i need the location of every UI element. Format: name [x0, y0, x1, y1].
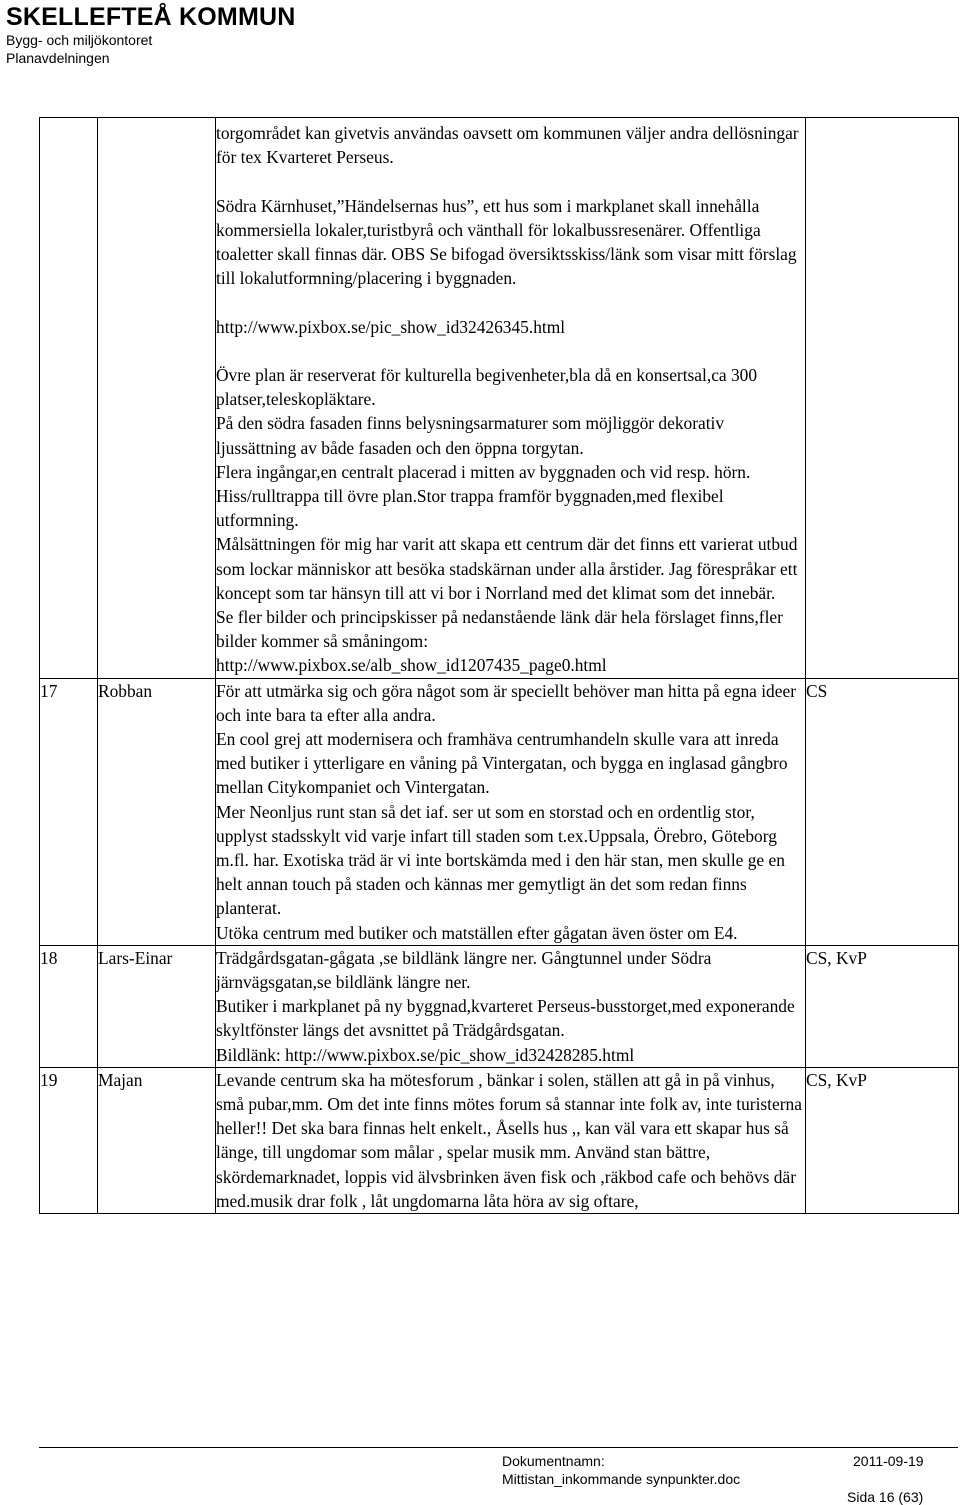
paragraph-spacer [216, 339, 805, 363]
division-name: Planavdelningen [6, 50, 110, 66]
comment-paragraph: Södra Kärnhuset,”Händelsernas hus”, ett hus som i markplanet skall innehålla kommersiella lokaler,turistbyrå och vänthall för lokalbussresenärer. Offentliga toaletter skall finnas där. OBS Se bifogad översiktsskiss/länk som visar mitt förslag till lokalutformning/placering i byggnaden. [216, 195, 797, 289]
comment-paragraph: Se fler bilder och principskisser på nedanstående länk där hela förslaget finns,fler bilder kommer så småningom: [216, 607, 783, 652]
document-date: 2011-09-19 [853, 1453, 924, 1469]
row-comment [216, 118, 806, 679]
row-comment [216, 1067, 806, 1213]
row-author: Majan [98, 1067, 216, 1213]
comment-paragraph: http://www.pixbox.se/alb_show_id1207435_page0.html [216, 655, 607, 676]
page-number: Sida 16 (63) [847, 1489, 924, 1505]
comment-paragraph: Hiss/rulltrappa till övre plan.Stor trappa framför byggnaden,med flexibel utformning. [216, 486, 724, 531]
footer-divider [39, 1447, 958, 1448]
row-author [98, 118, 216, 679]
comment-paragraph: http://www.pixbox.se/pic_show_id32426345.html [216, 316, 566, 337]
paragraph-spacer [216, 169, 805, 193]
comment-paragraph: Trädgårdsgatan-gågata ,se bildlänk längre ner. Gångtunnel under Södra järnvägsgatan,se bildlänk längre ner. [216, 947, 712, 993]
organization-name: SKELLEFTEÅ KOMMUN [6, 3, 296, 31]
table-row [40, 678, 959, 945]
comment-paragraph: Bildlänk: http://www.pixbox.se/pic_show_id32428285.html [216, 1044, 635, 1065]
comment-paragraph: Butiker i markplanet på ny byggnad,kvarteret Perseus-busstorget,med exponerande skyltfönster längs det avsnittet på Trädgårdsgatan. [216, 996, 795, 1041]
row-number: 17 [40, 678, 98, 945]
comment-paragraph: Övre plan är reserverat för kulturella begivenheter,bla då en konsertsal,ca 300 platser,teleskopläktare. [216, 364, 758, 410]
row-author: Robban [98, 678, 216, 945]
row-comment [216, 678, 806, 945]
comment-paragraph: Flera ingångar,en centralt placerad i mitten av byggnaden och vid resp. hörn. [216, 461, 751, 482]
paragraph-spacer [216, 290, 805, 314]
document-name-label: Dokumentnamn: [502, 1453, 605, 1469]
row-category: CS, KvP [806, 1067, 959, 1213]
row-category: CS, KvP [806, 945, 959, 1067]
row-number: 19 [40, 1067, 98, 1213]
row-author: Lars-Einar [98, 945, 216, 1067]
department-name: Bygg- och miljökontoret [6, 32, 153, 48]
document-file-name: Mittistan_inkommande synpunkter.doc [502, 1471, 741, 1487]
row-number [40, 118, 98, 679]
comment-paragraph: Mer Neonljus runt stan så det iaf. ser ut som en storstad och en ordentlig stor, upplyst stadsskylt vid varje infart till staden som t.ex.Uppsala, Örebro, Göteborg m.fl. har. Exotiska träd är vi inte bortskämda med i den här stan, men skulle ge en helt annan touch på staden och kännas mer gemytligt än det som redan finns planterat. [216, 801, 785, 919]
comment-paragraph: Levande centrum ska ha mötesforum , bänkar i solen, ställen att gå in på vinhus, små pubar,mm. Om det inte finns mötes forum så stannar inte folk av, inte turisterna heller!! Det ska bara finnas helt enkelt., Åsells hus ,, kan väl vara ett skapar hus så länge, till ungdomar som målar , spelar musik mm. Använd stan bättre, skördemarknadet, loppis vid älvsbrinken även fisk och ,räkbod cafe och behövs där med.musik drar folk , låt ungdomarna låta höra av sig oftare, [216, 1069, 802, 1211]
comments-table [39, 117, 959, 1214]
comment-paragraph: torgområdet kan givetvis användas oavsett om kommunen väljer andra dellösningar för tex Kvarteret Perseus. [216, 123, 799, 168]
table-row [40, 118, 959, 679]
comment-paragraph: För att utmärka sig och göra något som är speciellt behöver man hitta på egna ideer och inte bara ta efter alla andra. [216, 680, 796, 725]
table-row [40, 1067, 959, 1213]
comment-paragraph: En cool grej att modernisera och framhäva centrumhandeln skulle vara att inreda med butiker i ytterligare en våning på Vintergatan, och bygga en inglasad gångbro mellan Citykompaniet och Vintergatan. [216, 729, 788, 798]
row-comment [216, 945, 806, 1067]
row-category [806, 118, 959, 679]
comment-paragraph: Utöka centrum med butiker och matställen efter gågatan även öster om E4. [216, 922, 738, 943]
comment-paragraph: Målsättningen för mig har varit att skapa ett centrum där det finns ett varierat utbud som lockar människor att besöka stadskärnan under alla årstider. Jag förespråkar ett koncept som tar hänsyn till att vi bor i Norrland med det klimat som det innebär. [216, 534, 798, 603]
row-category: CS [806, 678, 959, 945]
document-header [6, 4, 296, 67]
table-row [40, 945, 959, 1067]
row-number: 18 [40, 945, 98, 1067]
comment-paragraph: På den södra fasaden finns belysningsarmaturer som möjliggör dekorativ ljussättning av både fasaden och den öppna torgytan. [216, 413, 725, 458]
